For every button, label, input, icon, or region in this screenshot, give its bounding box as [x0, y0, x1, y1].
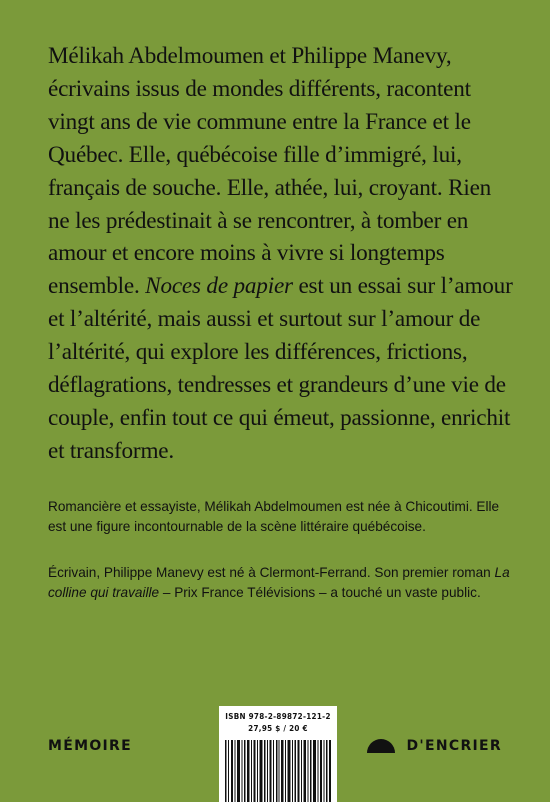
bio2-text-1: Écrivain, Philippe Manevy est né à Clermont-Ferrand. Son premier roman — [48, 565, 495, 580]
author-bio-manevy — [48, 563, 518, 602]
barcode-box — [219, 706, 337, 802]
author-bio-abdelmoumen: Romancière et essayiste, Mélikah Abdelmoumen est née à Chicoutimi. Elle est une figure incontournable de la scène littéraire québécoise. — [48, 499, 500, 534]
publisher-name-right: D'ENCRIER — [406, 738, 502, 754]
blurb-text-2: est un essai sur l’amour et l’altérité, mais aussi et surtout sur l’amour de l’altérité, qui explore les différences, frictions, déflagrations, tendresses et grandeurs d’une vie de couple, enfin tout ce qui émeut, passionne, enrichit et transforme. — [48, 273, 513, 464]
price-label: 27,95 $ / 20 € — [248, 724, 308, 733]
bio2-text-2: – Prix France Télévisions – a touché un vaste public. — [159, 584, 481, 600]
novel-title: La colline qui travaille — [48, 565, 510, 600]
blurb-text-1: Mélikah Abdelmoumen et Philippe Manevy, écrivains issus de mondes différents, racontent vingt ans de vie commune entre la France et le Québec. Elle, québécoise fille d’immigré, lui, français de souche. Elle, athée, lui, croyant. Rien ne les prédestinait à se rencontrer, à tomber en amour et encore moins à vivre si longtemps ensemble. — [48, 43, 492, 300]
book-title: Noces de papier — [145, 273, 293, 300]
blurb-paragraph — [48, 40, 518, 468]
isbn-number: ISBN 978-2-89872-121-2 — [225, 712, 331, 721]
publisher-name-left: MÉMOIRE — [48, 738, 132, 754]
half-circle-logo-icon — [367, 737, 395, 753]
barcode-icon — [225, 740, 331, 802]
